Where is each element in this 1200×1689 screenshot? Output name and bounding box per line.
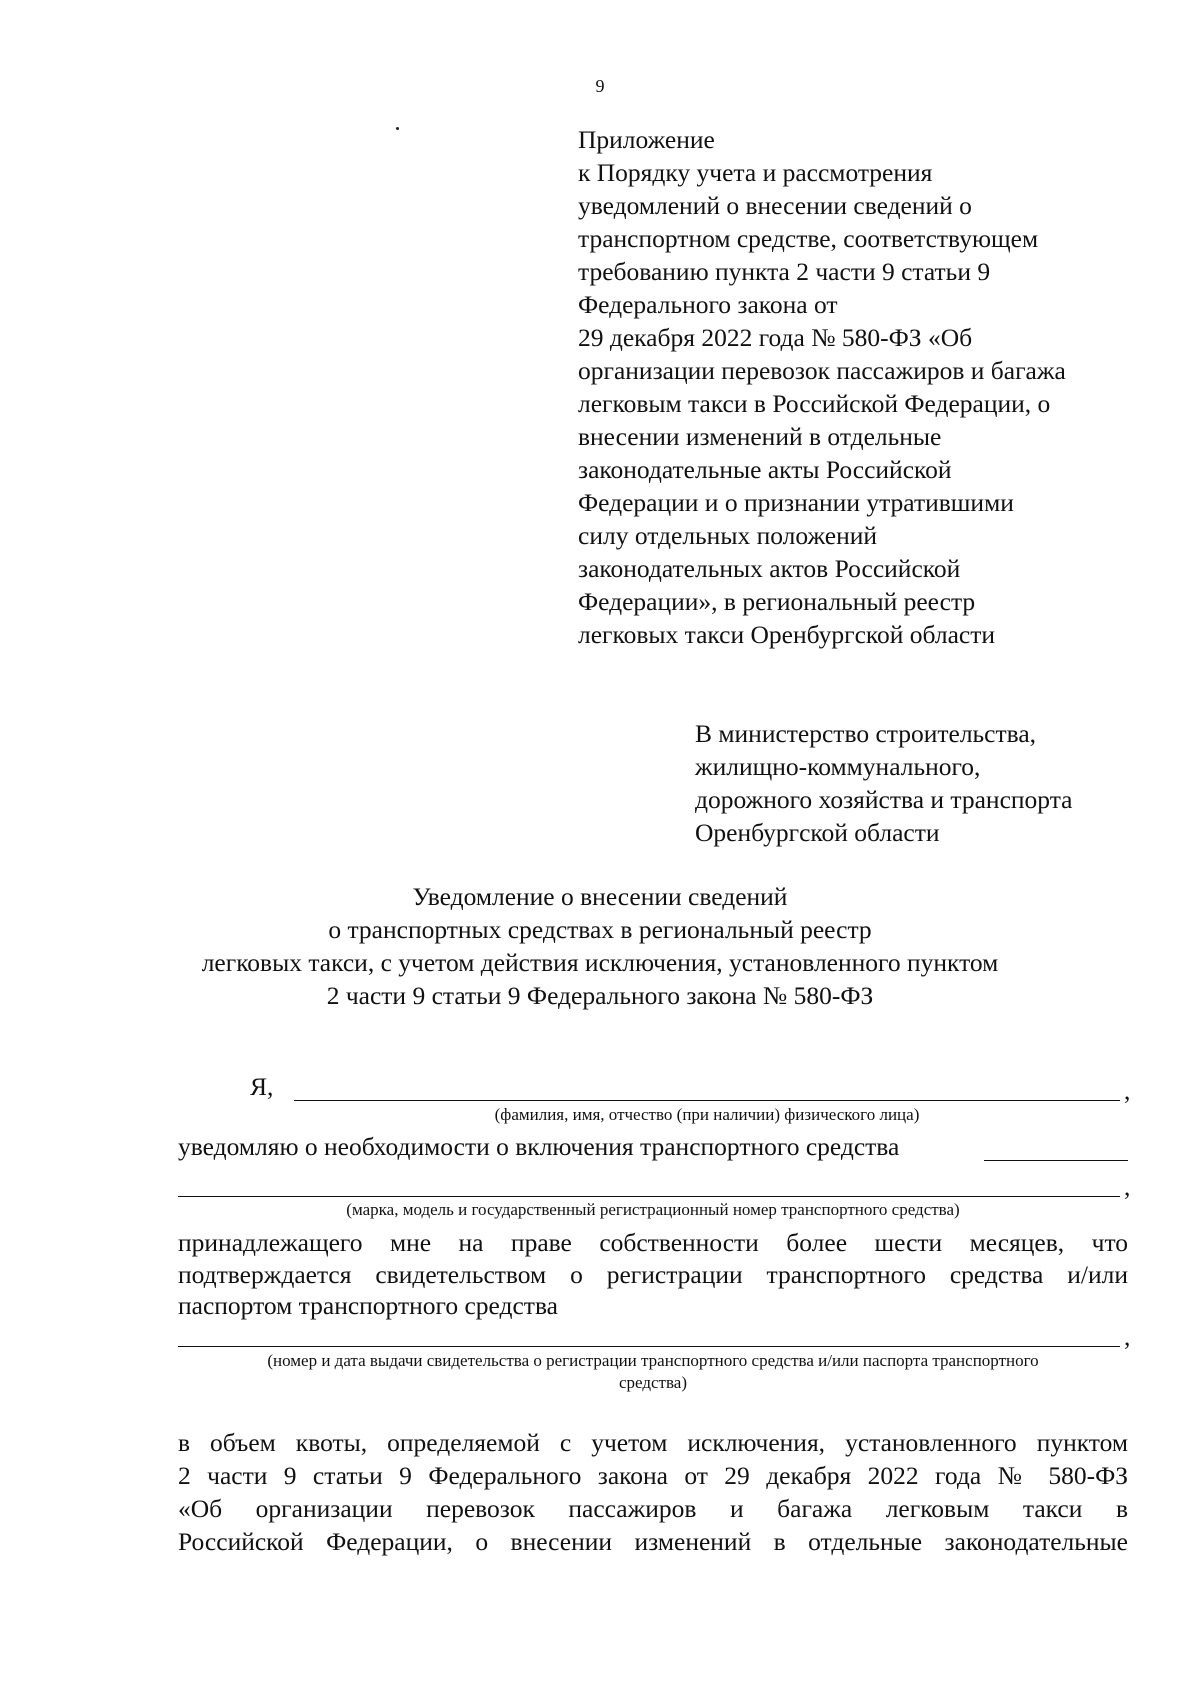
appendix-line: законодательных актов Российской xyxy=(578,554,961,583)
appendix-line: уведомлений о внесении сведений о xyxy=(578,191,972,220)
certificate-field-line[interactable] xyxy=(178,1346,1120,1347)
notify-text: уведомляю о необходимости о включения транспортного средства xyxy=(178,1132,900,1161)
vehicle-field-line-1[interactable] xyxy=(984,1160,1128,1161)
recipient-block xyxy=(695,717,1175,849)
page-number: 9 xyxy=(595,76,605,96)
title-line: Уведомление о внесении сведений xyxy=(412,882,788,911)
appendix-line: легковых такси Оренбургской области xyxy=(578,620,996,649)
appendix-line: транспортном средстве, соответствующем xyxy=(578,224,1039,253)
appendix-line: требованию пункта 2 части 9 статьи 9 xyxy=(578,257,991,286)
appendix-line: внесении изменений в отдельные xyxy=(578,422,942,451)
certificate-comma: , xyxy=(1124,1322,1131,1351)
recipient-line: жилищно-коммунального, xyxy=(695,752,981,781)
title-line: легковых такси, с учетом действия исключения, установленного пунктом xyxy=(201,948,999,977)
quota-line: в объем квоты, определяемой с учетом исключения, установленного пунктом xyxy=(178,1428,1128,1457)
appendix-line: законодательные акты Российской xyxy=(578,455,952,484)
ya-label: Я, xyxy=(250,1072,274,1101)
document-title xyxy=(0,880,1200,1012)
appendix-line: 29 декабря 2022 года № 580-ФЗ «Об xyxy=(578,323,973,352)
appendix-block xyxy=(578,123,1178,651)
vehicle-field-line-2[interactable] xyxy=(178,1196,1120,1197)
quota-line: Российской Федерации, о внесении изменений в отдельные законодательные xyxy=(178,1527,1128,1556)
appendix-line: к Порядку учета и рассмотрения xyxy=(578,158,933,187)
ownership-line: принадлежащего мне на праве собственности более шести месяцев, что xyxy=(178,1228,1128,1257)
appendix-line: Федерации и о признании утратившими xyxy=(578,488,1014,517)
fio-field-line[interactable] xyxy=(294,1100,1120,1101)
ownership-line: подтверждается свидетельством о регистрации транспортного средства и/или xyxy=(178,1260,1128,1289)
appendix-line: Федерального закона от xyxy=(578,290,838,319)
certificate-caption-2: средства) xyxy=(619,1373,687,1392)
recipient-line: В министерство строительства, xyxy=(695,719,1037,748)
vehicle-caption: (марка, модель и государственный регистрационный номер транспортного средства) xyxy=(346,1200,960,1219)
appendix-line: легковым такси в Российской Федерации, о xyxy=(578,389,1051,418)
recipient-line: дорожного хозяйства и транспорта xyxy=(695,785,1073,814)
certificate-caption-1: (номер и дата выдачи свидетельства о регистрации транспортного средства и/или паспорта транспортного xyxy=(267,1351,1039,1370)
fio-caption: (фамилия, имя, отчество (при наличии) физического лица) xyxy=(494,1105,920,1124)
appendix-line: Федерации», в региональный реестр xyxy=(578,587,976,616)
vehicle-comma: , xyxy=(1124,1172,1131,1201)
fio-comma: , xyxy=(1124,1076,1131,1105)
appendix-line: организации перевозок пассажиров и багажа xyxy=(578,356,1066,385)
quota-line: «Об организации перевозок пассажиров и багажа легковым такси в xyxy=(178,1494,1128,1523)
scan-speck xyxy=(396,127,399,130)
appendix-line: Приложение xyxy=(578,125,715,154)
ownership-line-last: паспортом транспортного средства xyxy=(178,1291,558,1320)
title-line: о транспортных средствах в региональный реестр xyxy=(328,915,872,944)
recipient-line: Оренбургской области xyxy=(695,818,940,847)
quota-line: 2 части 9 статьи 9 Федерального закона от 29 декабря 2022 года № 580-ФЗ xyxy=(178,1461,1128,1490)
appendix-line: силу отдельных положений xyxy=(578,521,878,550)
title-line: 2 части 9 статьи 9 Федерального закона № 580-ФЗ xyxy=(326,981,874,1010)
